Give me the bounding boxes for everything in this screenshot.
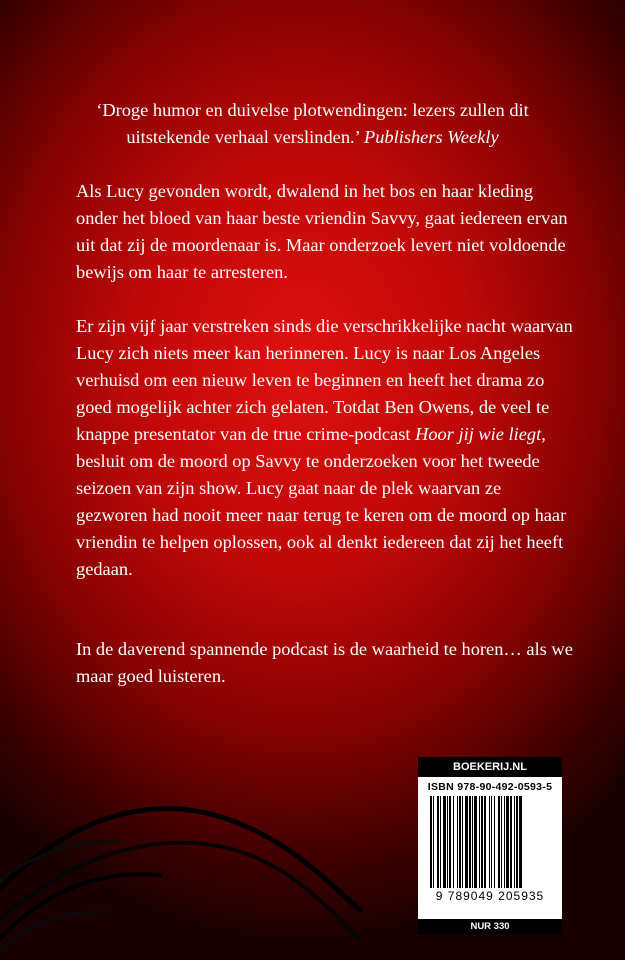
isbn-barcode-label — [418, 757, 562, 935]
paragraph-3-text: In de daverend spannende podcast is de waarheid te horen… als we maar goed luisteren. — [76, 639, 573, 686]
publisher-label: BOEKERIJ.NL — [418, 757, 562, 777]
barcode-icon — [428, 796, 552, 888]
podcast-title: Hoor jij wie liegt — [415, 424, 542, 444]
nur-code: NUR 330 — [418, 919, 562, 935]
paragraph-1-text: Als Lucy gevonden wordt, dwalend in het bos en haar kleding onder het bloed van haar beste vriendin Savvy, gaat iedereen ervan uit dat zij de moordenaar is. Maar onderzoek levert niet voldoende bewijs om haar te arresteren. — [76, 181, 568, 282]
blurb-paragraph-3 — [76, 636, 576, 690]
isbn-text: ISBN 978-90-492-0593-5 — [427, 781, 553, 793]
barcode-digits: 9 789049 205935 — [435, 889, 545, 903]
quote-source: Publishers Weekly — [363, 127, 499, 147]
review-quote — [60, 97, 565, 151]
paragraph-2-after: , besluit om de moord op Savvy te onderzoeken voor het tweede seizoen van zijn show. Lucy gaat naar de plek waarvan ze gezworen had nooit meer naar terug te keren om de moord op haar vriendin te helpen oplossen, ook al denkt iedereen dat zij het heeft gedaan. — [76, 424, 567, 579]
quote-text: ‘Droge humor en duivelse plotwendingen: lezers zullen dit uitstekende verhaal verslinden.’ — [96, 100, 529, 147]
blurb-paragraph-2 — [76, 313, 576, 583]
blurb-paragraph-1 — [76, 178, 576, 286]
paragraph-2-before: Er zijn vijf jaar verstreken sinds die verschrikkelijke nacht waarvan Lucy zich niets meer kan herinneren. Lucy is naar Los Angeles verhuisd om een nieuw leven te beginnen en heeft het drama zo goed mogelijk achter zich gelaten. Totdat Ben Owens, de veel te knappe presentator van de true crime-podcast — [76, 316, 573, 444]
